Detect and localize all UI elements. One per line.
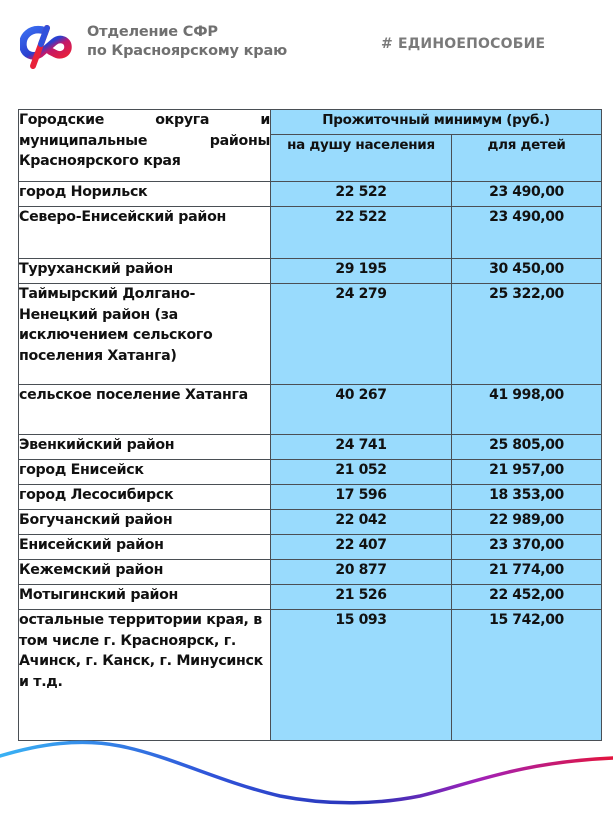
table-row <box>19 207 602 259</box>
table-row <box>19 610 602 741</box>
per-capita-cell: 24 279 <box>271 284 452 385</box>
table-row <box>19 385 602 435</box>
region-cell: Богучанский район <box>19 510 271 535</box>
table-row <box>19 510 602 535</box>
org-line-2: по Красноярскому краю <box>87 43 287 59</box>
per-capita-cell: 22 407 <box>271 535 452 560</box>
per-capita-cell: 21 052 <box>271 460 452 485</box>
region-cell: город Норильск <box>19 182 271 207</box>
per-capita-cell: 22 042 <box>271 510 452 535</box>
region-cell: сельское поселение Хатанга <box>19 385 271 435</box>
org-line-1: Отделение СФР <box>87 24 218 40</box>
children-cell: 21 957,00 <box>452 460 602 485</box>
region-cell: город Енисейск <box>19 460 271 485</box>
children-cell: 15 742,00 <box>452 610 602 741</box>
sfr-logo-icon <box>20 24 74 70</box>
children-cell: 41 998,00 <box>452 385 602 435</box>
region-cell: Таймырский Долгано-Ненецкий район (за исключением сельского поселения Хатанга) <box>19 284 271 385</box>
region-cell: Енисейский район <box>19 535 271 560</box>
per-capita-cell: 20 877 <box>271 560 452 585</box>
children-cell: 30 450,00 <box>452 259 602 284</box>
children-cell: 18 353,00 <box>452 485 602 510</box>
header-group-title: Прожиточный минимум (руб.) <box>271 110 602 135</box>
per-capita-cell: 21 526 <box>271 585 452 610</box>
table-row <box>19 560 602 585</box>
table-row <box>19 460 602 485</box>
hashtag: # ЕДИНОЕПОСОБИЕ <box>381 36 546 52</box>
per-capita-cell: 40 267 <box>271 385 452 435</box>
per-capita-cell: 22 522 <box>271 207 452 259</box>
header-children: для детей <box>452 135 602 182</box>
table-row <box>19 435 602 460</box>
region-cell: Эвенкийский район <box>19 435 271 460</box>
table-row <box>19 284 602 385</box>
children-cell: 21 774,00 <box>452 560 602 585</box>
children-cell: 23 370,00 <box>452 535 602 560</box>
children-cell: 25 805,00 <box>452 435 602 460</box>
region-cell: Северо-Енисейский район <box>19 207 271 259</box>
table-row <box>19 485 602 510</box>
organization-name <box>87 23 287 61</box>
per-capita-cell: 29 195 <box>271 259 452 284</box>
per-capita-cell: 15 093 <box>271 610 452 741</box>
gradient-wave-decoration <box>0 740 613 821</box>
region-cell: Мотыгинский район <box>19 585 271 610</box>
children-cell: 22 452,00 <box>452 585 602 610</box>
table-row <box>19 585 602 610</box>
per-capita-cell: 17 596 <box>271 485 452 510</box>
children-cell: 23 490,00 <box>452 182 602 207</box>
children-cell: 25 322,00 <box>452 284 602 385</box>
header-per-capita: на душу населения <box>271 135 452 182</box>
children-cell: 23 490,00 <box>452 207 602 259</box>
table-row <box>19 259 602 284</box>
page-header <box>0 0 613 90</box>
region-cell: Туруханский район <box>19 259 271 284</box>
region-cell: Кежемский район <box>19 560 271 585</box>
per-capita-cell: 22 522 <box>271 182 452 207</box>
table-header-row <box>19 110 602 135</box>
table-row <box>19 535 602 560</box>
per-capita-cell: 24 741 <box>271 435 452 460</box>
region-cell: город Лесосибирск <box>19 485 271 510</box>
subsistence-minimum-table <box>18 109 602 741</box>
region-cell: остальные территории края, в том числе г. Красноярск, г. Ачинск, г. Канск, г. Минусинск и т.д. <box>19 610 271 741</box>
children-cell: 22 989,00 <box>452 510 602 535</box>
header-region: Городские округа и муниципальные районы Красноярского края <box>19 110 271 182</box>
table-row <box>19 182 602 207</box>
